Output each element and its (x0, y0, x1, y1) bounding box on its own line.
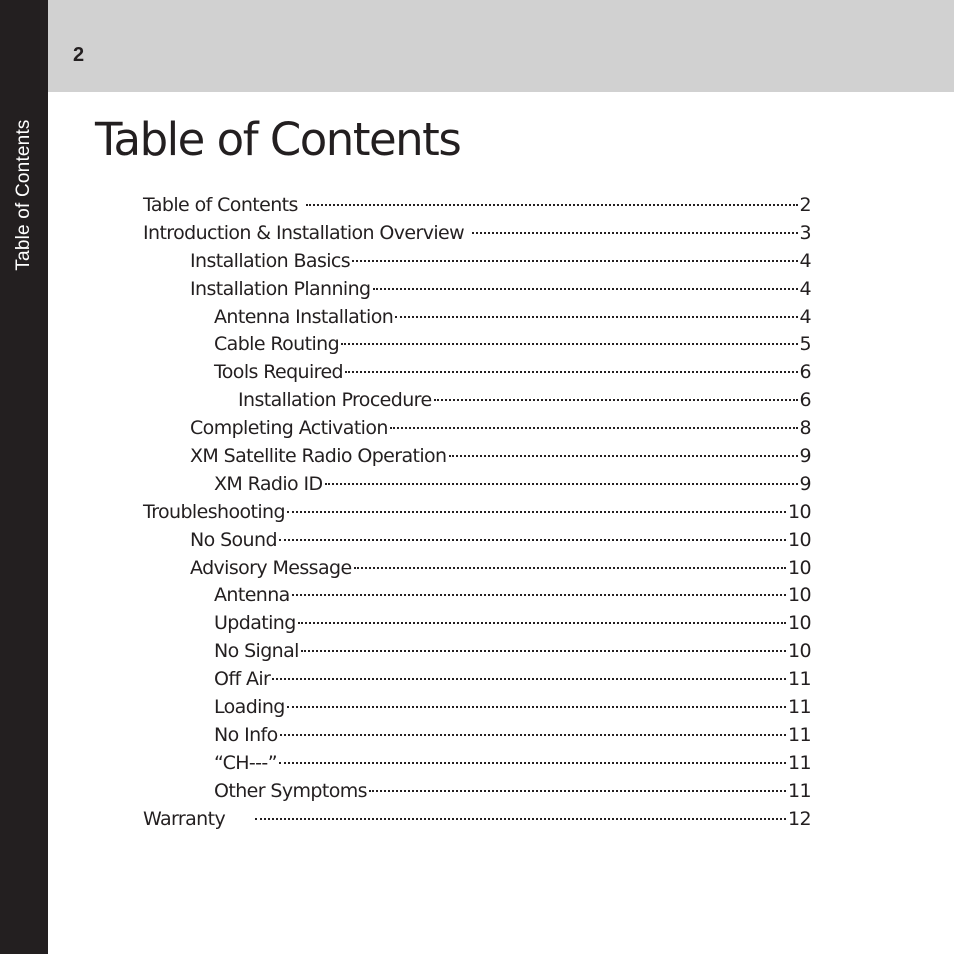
toc-dot-leader (279, 761, 786, 764)
toc-dot-leader (390, 426, 798, 429)
toc-entry-page-number: 10 (788, 584, 811, 607)
toc-entry-page-number: 11 (788, 696, 811, 719)
toc-entry-page-number: 9 (799, 472, 811, 495)
toc-entry-page-number: 10 (788, 500, 811, 523)
toc-entry-title: Other Symptoms (214, 779, 367, 802)
toc-dot-leader (279, 538, 786, 541)
toc-entry[interactable] (143, 415, 811, 443)
toc-entry-page-number: 4 (799, 277, 811, 300)
toc-entry[interactable] (143, 750, 811, 778)
toc-entry[interactable] (143, 276, 811, 304)
toc-dot-leader (255, 817, 786, 820)
page-title: Table of Contents (95, 113, 461, 166)
toc-entry[interactable] (143, 192, 811, 220)
toc-entry-title: No Signal (214, 640, 299, 663)
toc-entry-title: Installation Planning (190, 277, 371, 300)
table-of-contents (143, 192, 811, 833)
toc-entry-title: Antenna Installation (214, 305, 394, 328)
toc-entry-title: Warranty (143, 807, 226, 830)
toc-dot-leader (292, 593, 786, 596)
toc-entry-title: “CH---” (214, 751, 277, 774)
toc-dot-leader (434, 398, 798, 401)
toc-dot-leader (354, 566, 786, 569)
toc-entry-title: No Info (214, 723, 278, 746)
side-tab-label: Table of Contents (13, 119, 34, 271)
toc-entry[interactable] (143, 806, 811, 834)
page-number: 2 (73, 44, 85, 66)
toc-dot-leader (272, 677, 786, 680)
toc-dot-leader (341, 342, 797, 345)
toc-dot-leader (352, 259, 797, 262)
toc-entry-title: Off Air (214, 668, 271, 691)
toc-entry[interactable] (143, 610, 811, 638)
toc-entry[interactable] (143, 387, 811, 415)
toc-entry-page-number: 10 (788, 528, 811, 551)
toc-dot-leader (287, 705, 786, 708)
toc-entry-title: No Sound (190, 528, 277, 551)
toc-dot-leader (472, 231, 797, 234)
toc-entry[interactable] (143, 359, 811, 387)
toc-entry[interactable] (143, 220, 811, 248)
toc-entry-title: Advisory Message (190, 556, 352, 579)
toc-entry-title: Installation Procedure (238, 389, 432, 412)
toc-entry-page-number: 10 (788, 640, 811, 663)
toc-entry[interactable] (143, 443, 811, 471)
toc-dot-leader (395, 315, 797, 318)
toc-entry-page-number: 11 (788, 668, 811, 691)
toc-entry[interactable] (143, 304, 811, 332)
toc-entry[interactable] (143, 778, 811, 806)
toc-dot-leader (287, 510, 786, 513)
toc-entry-page-number: 4 (799, 249, 811, 272)
toc-entry[interactable] (143, 638, 811, 666)
toc-entry-page-number: 12 (788, 807, 811, 830)
toc-dot-leader (373, 287, 798, 290)
toc-entry-page-number: 5 (799, 333, 811, 356)
toc-dot-leader (298, 621, 786, 624)
toc-entry[interactable] (143, 722, 811, 750)
toc-entry-title: Troubleshooting (143, 500, 285, 523)
toc-dot-leader (301, 649, 786, 652)
toc-entry[interactable] (143, 331, 811, 359)
toc-dot-leader (369, 789, 786, 792)
toc-entry-title: Tools Required (214, 361, 344, 384)
toc-entry[interactable] (143, 248, 811, 276)
toc-entry-page-number: 6 (799, 361, 811, 384)
toc-entry-page-number: 3 (799, 221, 811, 244)
toc-entry[interactable] (143, 582, 811, 610)
toc-entry-title: Updating (214, 612, 296, 635)
header-band (48, 0, 954, 92)
toc-entry-page-number: 11 (788, 779, 811, 802)
toc-entry-title: Completing Activation (190, 417, 388, 440)
toc-entry-title: Installation Basics (190, 249, 351, 272)
toc-dot-leader (345, 370, 797, 373)
toc-entry-title: Cable Routing (214, 333, 340, 356)
toc-entry-title: Antenna (214, 584, 290, 607)
toc-entry[interactable] (143, 499, 811, 527)
toc-entry-page-number: 11 (788, 723, 811, 746)
toc-entry-title: XM Satellite Radio Operation (190, 445, 447, 468)
toc-entry-page-number: 10 (788, 556, 811, 579)
toc-entry-page-number: 9 (799, 445, 811, 468)
toc-dot-leader (449, 454, 798, 457)
toc-entry-page-number: 11 (788, 751, 811, 774)
toc-entry-title: Table of Contents (143, 194, 298, 216)
toc-entry[interactable] (143, 527, 811, 555)
side-tab (0, 0, 48, 954)
toc-entry-title: Loading (214, 696, 285, 719)
toc-dot-leader (306, 203, 798, 206)
toc-dot-leader (280, 733, 786, 736)
toc-entry-page-number: 8 (799, 417, 811, 440)
toc-entry-page-number: 2 (799, 194, 811, 216)
toc-entry[interactable] (143, 666, 811, 694)
toc-entry-title: Introduction & Installation Overview (143, 221, 465, 244)
toc-entry[interactable] (143, 694, 811, 722)
toc-entry[interactable] (143, 471, 811, 499)
toc-entry-title: XM Radio ID (214, 472, 323, 495)
toc-entry-page-number: 10 (788, 612, 811, 635)
toc-dot-leader (325, 482, 798, 485)
toc-entry-page-number: 6 (799, 389, 811, 412)
toc-entry-page-number: 4 (799, 305, 811, 328)
toc-entry[interactable] (143, 555, 811, 583)
